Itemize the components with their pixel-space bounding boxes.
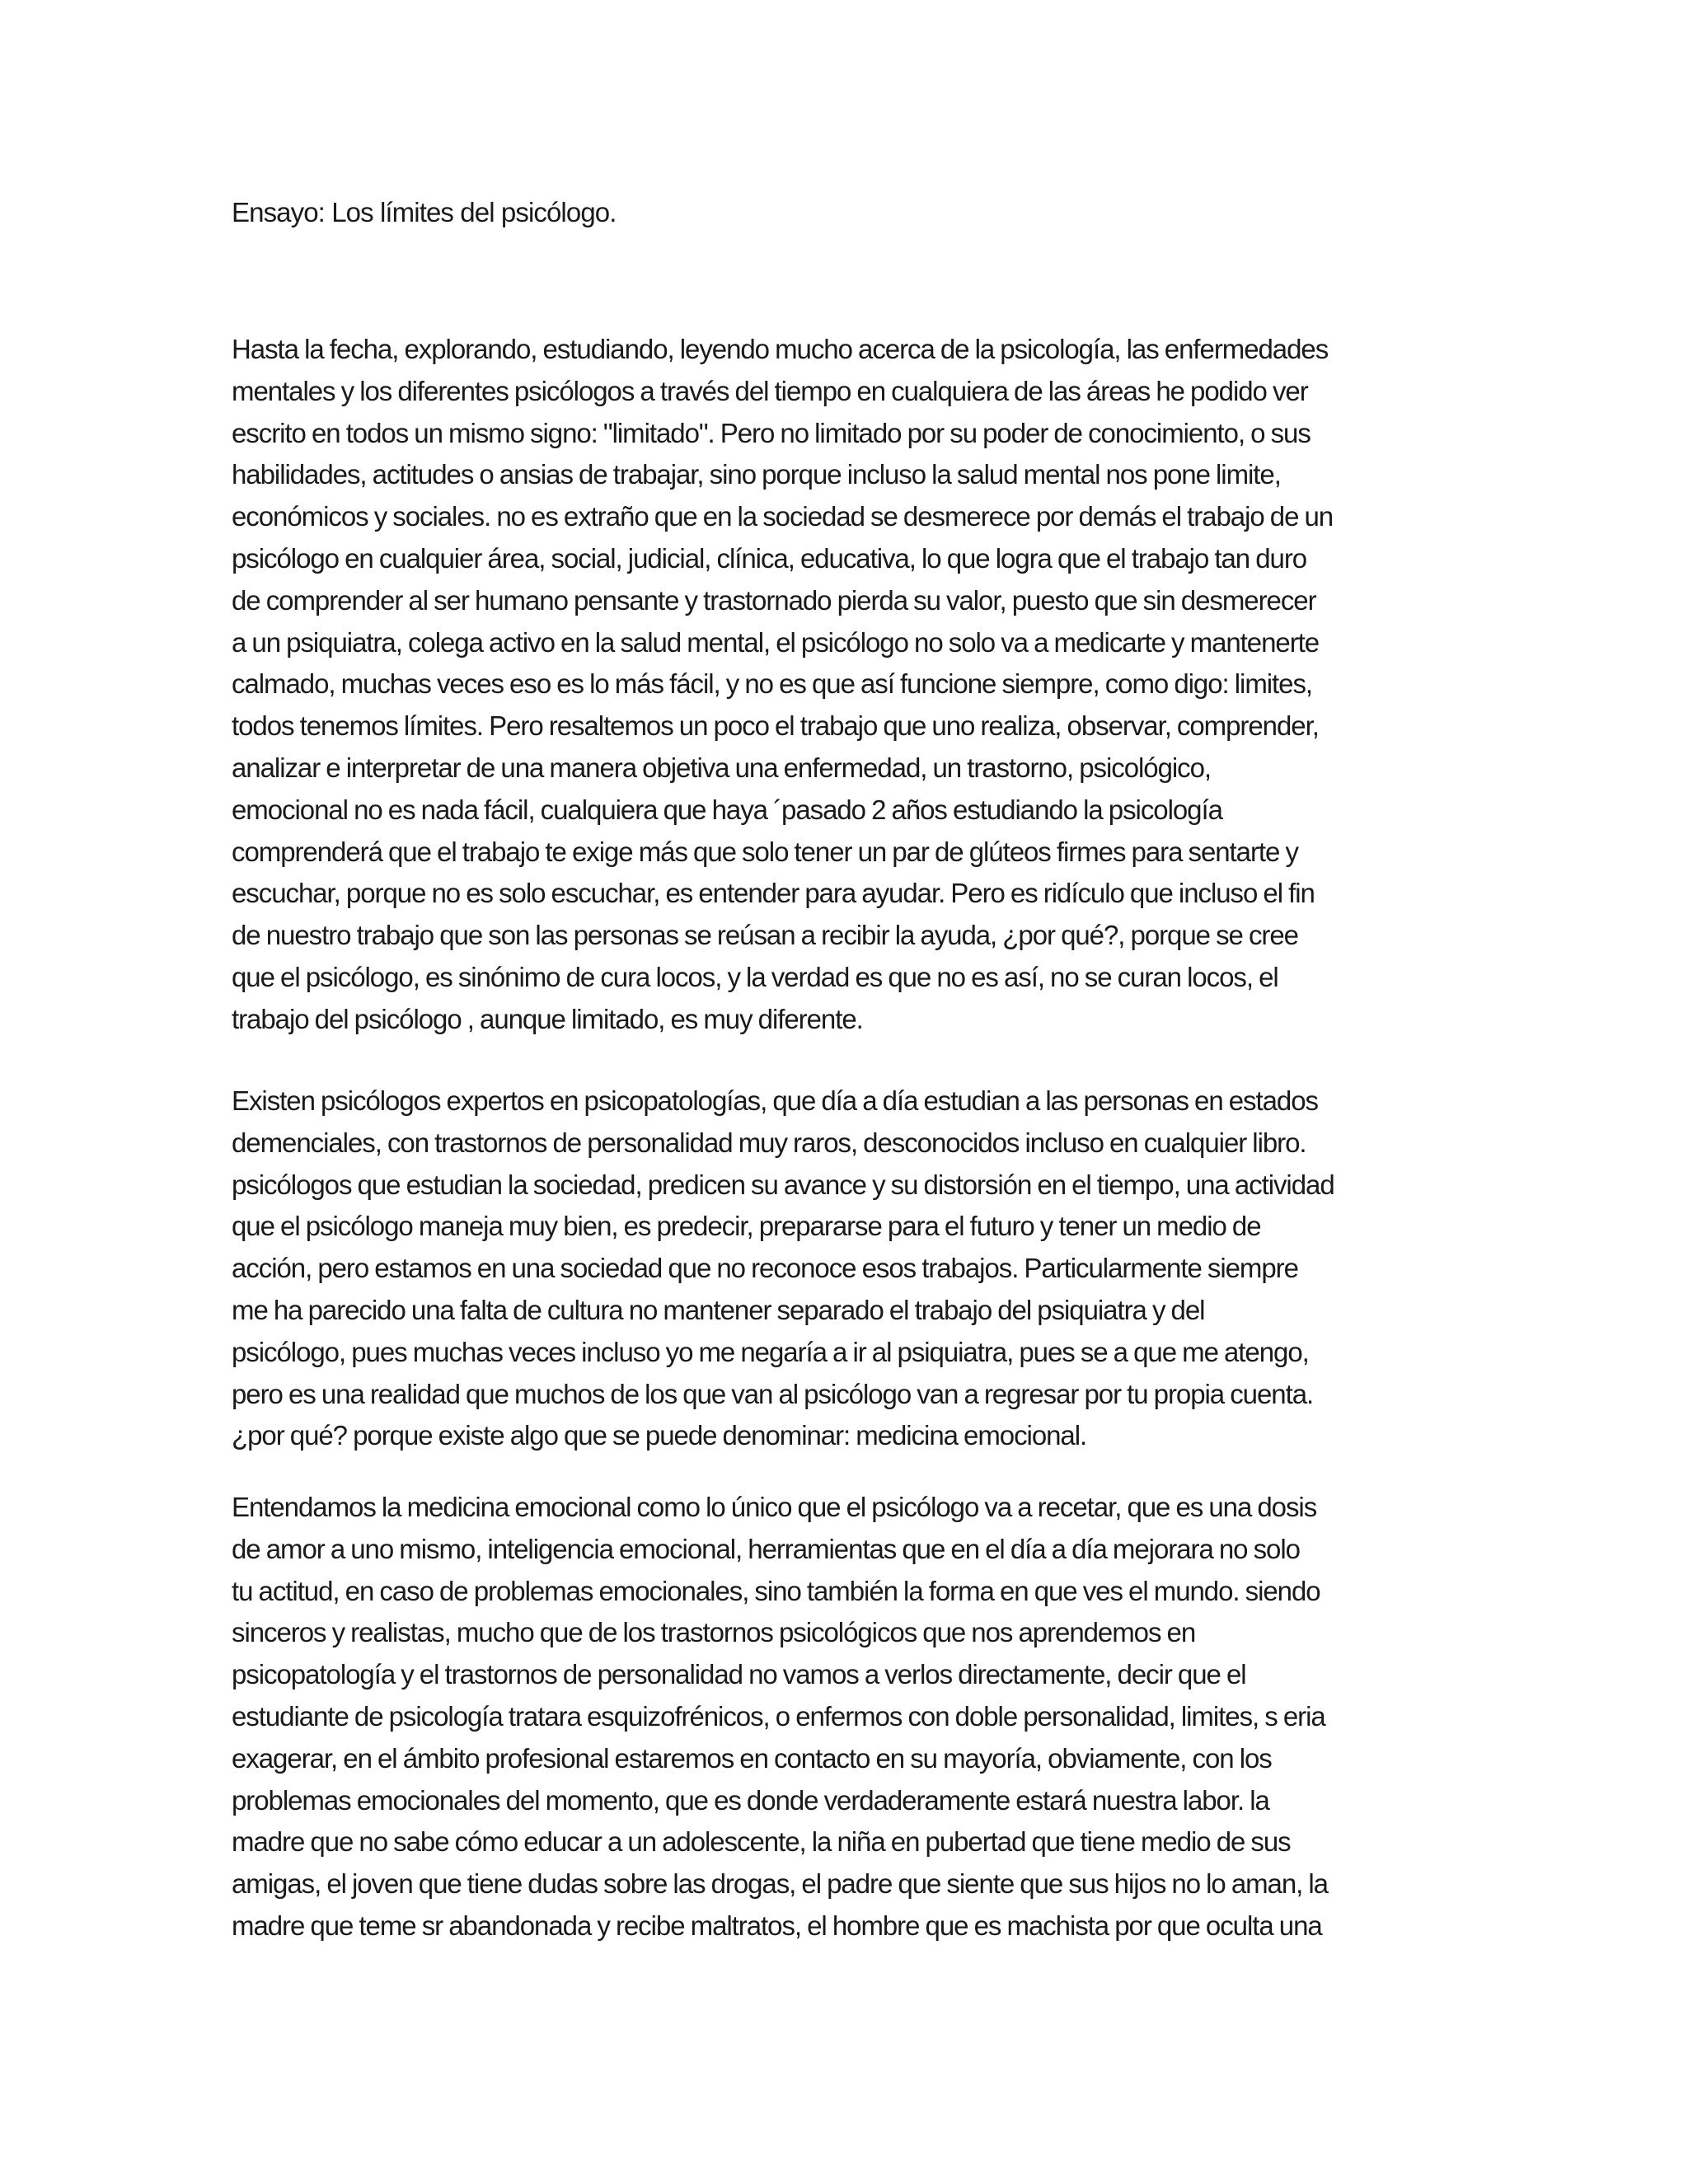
- text-line: Entendamos la medicina emocional como lo único que el psicólogo va a recetar, que es una dosis: [232, 1492, 1317, 1522]
- text-line: ¿por qué? porque existe algo que se puede denominar: medicina emocional.: [232, 1420, 1087, 1451]
- text-line: acción, pero estamos en una sociedad que no reconoce esos trabajos. Particularmente siempre: [232, 1253, 1298, 1284]
- text-line: demenciales, con trastornos de personalidad muy raros, desconocidos incluso en cualquier libro.: [232, 1127, 1306, 1158]
- text-line: trabajo del psicólogo , aunque limitado, es muy diferente.: [232, 1003, 863, 1034]
- essay-title: Ensayo: Los límites del psicólogo.: [232, 197, 617, 227]
- text-line: sinceros y realistas, mucho que de los trastornos psicológicos que nos aprendemos en: [232, 1617, 1196, 1648]
- text-line: de comprender al ser humano pensante y trastornado pierda su valor, puesto que sin desmerecer: [232, 584, 1316, 616]
- text-line: Hasta la fecha, explorando, estudiando, leyendo mucho acerca de la psicología, las enfermedades: [232, 334, 1329, 364]
- paragraph-2: [232, 1080, 1460, 1457]
- text-line: exagerar, en el ámbito profesional estaremos en contacto en su mayoría, obviamente, con los: [232, 1742, 1272, 1774]
- text-line: me ha parecido una falta de cultura no mantener separado el trabajo del psiquiatra y del: [232, 1294, 1205, 1325]
- text-line: emocional no es nada fácil, cualquiera que haya ´pasado 2 años estudiando la psicología: [232, 794, 1222, 825]
- text-line: todos tenemos límites. Pero resaltemos un poco el trabajo que uno realiza, observar, comprender,: [232, 710, 1319, 742]
- text-line: tu actitud, en caso de problemas emocionales, sino también la forma en que ves el mundo. siendo: [232, 1575, 1320, 1606]
- text-line: calmado, muchas veces eso es lo más fácil, y no es que así funcione siempre, como digo: limites,: [232, 668, 1313, 700]
- text-line: problemas emocionales del momento, que es donde verdaderamente estará nuestra labor. la: [232, 1784, 1269, 1816]
- text-line: Existen psicólogos expertos en psicopatologías, que día a día estudian a las personas en estados: [232, 1085, 1318, 1116]
- text-line: de amor a uno mismo, inteligencia emocional, herramientas que en el día a día mejorara no solo: [232, 1533, 1300, 1564]
- text-line: mentales y los diferentes psicólogos a través del tiempo en cualquiera de las áreas he podido ver: [232, 375, 1308, 406]
- paragraph-3: [232, 1487, 1460, 1947]
- text-line: que el psicólogo, es sinónimo de cura locos, y la verdad es que no es así, no se curan locos, el: [232, 961, 1278, 992]
- text-line: analizar e interpretar de una manera objetiva una enfermedad, un trastorno, psicológico,: [232, 752, 1212, 783]
- text-line: comprenderá que el trabajo te exige más que solo tener un par de glúteos firmes para sentarte y: [232, 836, 1298, 867]
- text-line: estudiante de psicología tratara esquizofrénicos, o enfermos con doble personalidad, limites, s eria: [232, 1700, 1325, 1732]
- paragraph-1: [232, 329, 1460, 1041]
- text-line: escuchar, porque no es solo escuchar, es entender para ayudar. Pero es ridículo que incluso el fin: [232, 878, 1315, 909]
- text-line: madre que no sabe cómo educar a un adolescente, la niña en pubertad que tiene medio de sus: [232, 1826, 1291, 1858]
- text-line: madre que teme sr abandonada y recibe maltratos, el hombre que es machista por que oculta una: [232, 1910, 1322, 1941]
- text-line: pero es una realidad que muchos de los que van al psicólogo van a regresar por tu propia cuenta.: [232, 1378, 1314, 1409]
- text-line: económicos y sociales. no es extraño que en la sociedad se desmerece por demás el trabajo de un: [232, 501, 1334, 532]
- text-line: psicopatología y el trastornos de personalidad no vamos a verlos directamente, decir que el: [232, 1659, 1246, 1690]
- text-line: psicólogo, pues muchas veces incluso yo me negaría a ir al psiquiatra, pues se a que me atengo,: [232, 1336, 1309, 1367]
- text-line: psicólogo en cualquier área, social, judicial, clínica, educativa, lo que logra que el trabajo tan duro: [232, 542, 1307, 574]
- text-line: a un psiquiatra, colega activo en la salud mental, el psicólogo no solo va a medicarte y mantenerte: [232, 626, 1320, 658]
- text-line: habilidades, actitudes o ansias de trabajar, sino porque incluso la salud mental nos pone limite,: [232, 459, 1281, 490]
- text-line: que el psicólogo maneja muy bien, es predecir, prepararse para el futuro y tener un medio de: [232, 1211, 1261, 1242]
- text-line: psicólogos que estudian la sociedad, predicen su avance y su distorsión en el tiempo, una actividad: [232, 1169, 1334, 1200]
- text-line: de nuestro trabajo que son las personas se reúsan a recibir la ayuda, ¿por qué?, porque se cree: [232, 920, 1298, 951]
- text-line: amigas, el joven que tiene dudas sobre las drogas, el padre que siente que sus hijos no lo aman, la: [232, 1868, 1328, 1900]
- text-line: escrito en todos un mismo signo: "limitado". Pero no limitado por su poder de conocimiento, o sus: [232, 417, 1311, 448]
